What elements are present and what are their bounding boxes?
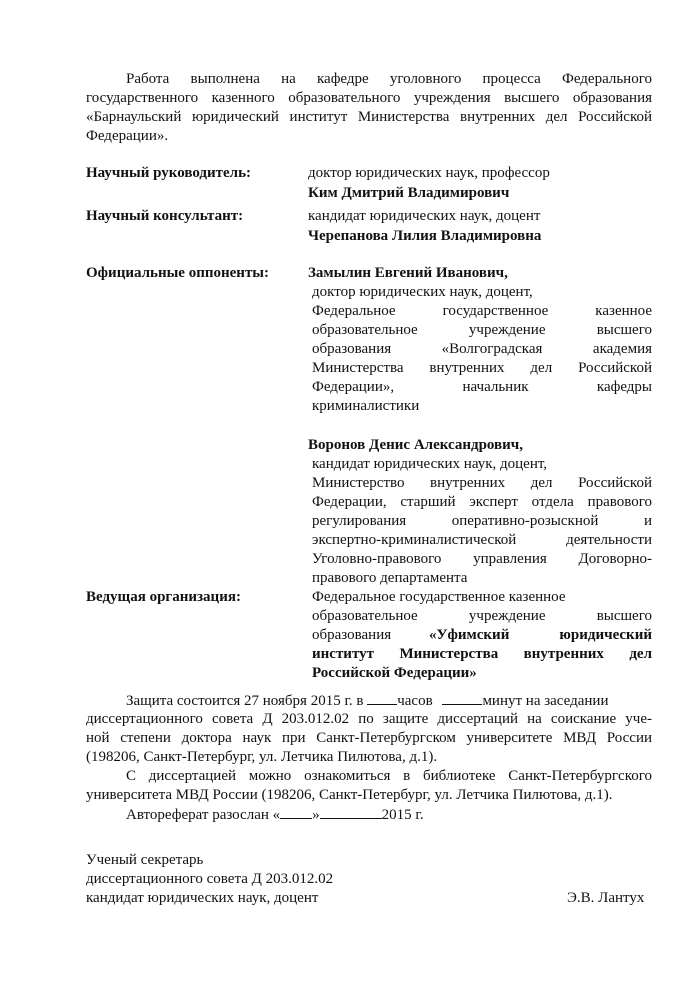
intro-line-1: Работа выполнена на кафедре уголовного процесса Федерального [126,71,652,87]
opponent-1-line: Федерации», начальник кафедры [312,379,652,395]
opponent-1-line: образования «Волгоградская академия [312,341,652,357]
intro-line-3: «Барнаульский юридический институт Министерства внутренних дел Российской [86,109,652,125]
leading-org-line: образовательное учреждение высшего [312,608,652,624]
supervisor-name: Ким Дмитрий Владимирович [308,185,510,201]
leading-org-line: Федеральное государственное казенное [312,589,566,605]
secretary-line: Ученый секретарь [86,852,204,868]
defense-line-2: диссертационного совета Д 203.012.02 по защите диссертаций на соискание уче- [86,711,652,727]
day-blank [280,805,312,819]
defense-text: Защита состоится 27 ноября 2015 г. в [126,693,364,709]
secretary-line: кандидат юридических наук, доцент [86,890,319,906]
consultant-name: Черепанова Лилия Владимировна [308,228,542,244]
opponent-1-line: доктор юридических наук, доцент, [312,284,533,300]
abstract-sent-text: 2015 г. [381,807,424,823]
month-blank [320,805,382,819]
secretary-line: диссертационного совета Д 203.012.02 [86,871,334,887]
secretary-name: Э.В. Лантух [567,890,645,906]
opponent-1-line: криминалистики [312,398,420,414]
opponent-2-line: Уголовно-правового управления Договорно- [312,551,652,567]
opponent-1-line: Федеральное государственное казенное [312,303,652,319]
intro-line-2: государственного казенного образовательного учреждения высшего образования [86,90,652,106]
abstract-sent-text: » [312,807,320,823]
opponent-2-line: правового департамента [312,570,468,586]
library-line-1: С диссертацией можно ознакомиться в библиотеке Санкт-Петербургского [126,768,652,784]
library-line-2: университета МВД России (198206, Санкт-Петербург, ул. Летчика Пилютова, д.1). [86,787,613,803]
defense-line-4: (198206, Санкт-Петербург, ул. Летчика Пилютова, д.1). [86,749,438,765]
defense-line-3: ной степени доктора наук при Санкт-Петербургском университете МВД России [86,730,652,746]
opponent-1-name: Замылин Евгений Иванович, [308,265,508,281]
minutes-blank [442,691,482,705]
opponent-2-line: регулирования оперативно-розыскной и [312,513,652,529]
supervisor-label: Научный руководитель: [86,165,251,181]
abstract-sent-text: Автореферат разослан « [126,807,281,823]
opponent-2-line: Федерации, старший эксперт отдела правового [312,494,652,510]
opponent-2-line: кандидат юридических наук, доцент, [312,456,548,472]
leading-org-line: институт Министерства внутренних дел [312,646,652,662]
consultant-degree: кандидат юридических наук, доцент [308,208,541,224]
opponent-2-name: Воронов Денис Александрович, [308,437,523,453]
leading-org-line: Российской Федерации» [312,665,477,681]
leading-org-line-3-bold: «Уфимский юридический [429,627,652,643]
supervisor-degree: доктор юридических наук, профессор [308,165,550,181]
hours-blank [367,691,397,705]
opponent-1-line: Министерства внутренних дел Российской [312,360,652,376]
leading-org-label: Ведущая организация: [86,589,241,605]
defense-text: часов [397,693,433,709]
leading-org-line-3-plain: образования [312,627,392,643]
opponent-1-line: образовательное учреждение высшего [312,322,652,338]
consultant-label: Научный консультант: [86,208,244,224]
defense-text: минут на заседании [482,693,609,709]
opponent-2-line: экспертно-криминалистической деятельности [312,532,652,548]
intro-line-4: Федерации». [86,128,169,144]
opponent-2-line: Министерство внутренних дел Российской [312,475,652,491]
defense-line-1 [126,691,608,710]
opponents-label: Официальные оппоненты: [86,265,270,281]
abstract-sent-line [126,805,424,824]
